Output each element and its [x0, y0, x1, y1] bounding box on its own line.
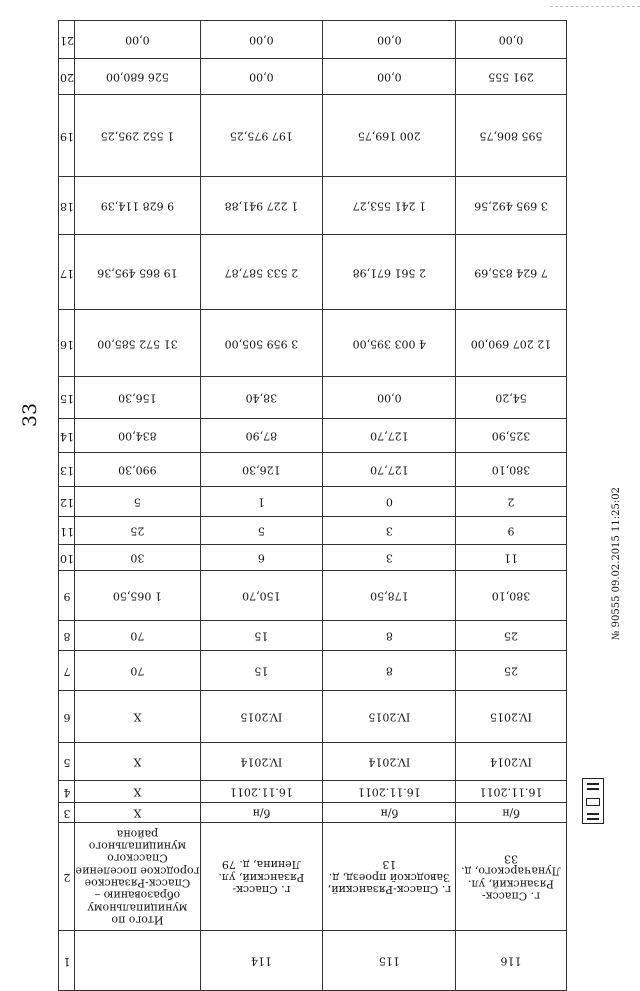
table-cell: [74, 235, 200, 310]
table-row: [59, 931, 567, 991]
table-cell: [456, 931, 567, 991]
cell-text: IV.2014: [240, 755, 283, 769]
cell-text: 15: [254, 629, 269, 643]
table-row: [59, 743, 567, 781]
table-cell: [456, 419, 567, 453]
table-cell: [456, 95, 567, 177]
table-cell: [74, 487, 200, 517]
cell-text: г. Спасск-Рязанский, ул. Ленина, д. 79: [218, 858, 305, 896]
table-cell: [322, 743, 456, 781]
cell-text: 1 227 941,88: [224, 199, 298, 213]
table-cell: [200, 487, 322, 517]
cell-text: 3 695 492,56: [474, 199, 548, 213]
cell-text: г. Спасск-Рязанский, ул. Луначарского, д. 33: [461, 852, 561, 903]
table-cell: [322, 691, 456, 743]
table-cell: [200, 743, 322, 781]
table-cell: [200, 651, 322, 691]
table-row: [59, 691, 567, 743]
cell-text: 0,00: [498, 33, 524, 47]
cell-text: 0,00: [376, 391, 402, 405]
cell-text: 3 959 505,00: [224, 337, 298, 351]
table-cell: [322, 517, 456, 545]
cell-text: 1 065,50: [112, 589, 162, 603]
column-index: 18: [59, 177, 75, 235]
table-cell: [200, 781, 322, 803]
cell-text: IV.2014: [490, 755, 532, 769]
table-cell: [456, 177, 567, 235]
table-cell: [456, 571, 567, 621]
table-row: [59, 803, 567, 823]
cell-text: 11: [504, 551, 519, 565]
cell-text: 8: [385, 629, 393, 643]
table-cell: [456, 453, 567, 487]
cell-text: IV.2015: [367, 710, 410, 724]
table-cell: [322, 823, 456, 931]
column-index: 8: [59, 621, 75, 651]
cell-text: 526 680,00: [105, 70, 169, 84]
column-index: 9: [59, 571, 75, 621]
column-index: 6: [59, 691, 75, 743]
cell-text: б/н: [379, 806, 398, 820]
doc-stamp: № 90555 09.02.2015 11:25:02: [611, 487, 622, 640]
cell-text: X: [133, 755, 142, 769]
cell-text: б/н: [502, 806, 520, 820]
cell-text: 9: [507, 524, 515, 538]
table-cell: [322, 931, 456, 991]
cell-text: 16.11.2011: [357, 785, 421, 799]
table-cell: [456, 21, 567, 59]
table-cell: [322, 59, 456, 95]
table-cell: [322, 487, 456, 517]
cell-text: 5: [133, 495, 141, 509]
table-row: [59, 621, 567, 651]
table-cell: [74, 453, 200, 487]
table-cell: [200, 95, 322, 177]
table-cell: [200, 545, 322, 571]
cell-text: 325,90: [491, 429, 531, 443]
table-cell: [456, 691, 567, 743]
cell-text: X: [133, 710, 142, 724]
cell-text: 0,00: [248, 70, 274, 84]
cell-text: 38,40: [245, 391, 277, 405]
table-cell: [200, 453, 322, 487]
scan-marks: [550, 6, 640, 9]
cell-text: 116: [500, 954, 522, 968]
cell-text: 25: [504, 629, 519, 643]
cell-text: 834,00: [118, 429, 157, 443]
table-cell: [456, 823, 567, 931]
table-cell: [74, 803, 200, 823]
column-index: 5: [59, 743, 75, 781]
cell-text: 70: [130, 629, 145, 643]
cell-text: 25: [130, 524, 145, 538]
table-cell: [322, 377, 456, 419]
page-number: 33: [19, 402, 42, 428]
cell-text: 156,30: [118, 391, 157, 405]
table-cell: [74, 21, 200, 59]
cell-text: X: [133, 785, 142, 799]
cell-text: 127,70: [369, 429, 409, 443]
table-cell: [322, 21, 456, 59]
table-cell: [200, 235, 322, 310]
table-cell: [74, 931, 200, 991]
table-cell: [200, 621, 322, 651]
table-cell: [74, 377, 200, 419]
cell-text: 178,50: [369, 589, 409, 603]
cell-text: 70: [130, 664, 145, 678]
table-cell: [322, 310, 456, 377]
table-row: [59, 419, 567, 453]
cell-text: 9 628 114,39: [100, 199, 175, 213]
table-cell: [456, 651, 567, 691]
table-cell: [456, 59, 567, 95]
table-row: [59, 571, 567, 621]
table-cell: [322, 781, 456, 803]
table-cell: [200, 803, 322, 823]
table-cell: [74, 571, 200, 621]
column-index: 12: [59, 487, 75, 517]
cell-text: IV.2015: [240, 710, 283, 724]
table-cell: [322, 235, 456, 310]
column-index: 2: [59, 823, 75, 931]
cell-text: 54,20: [495, 391, 527, 405]
cell-text: 2 561 671,98: [352, 266, 426, 280]
column-index: 7: [59, 651, 75, 691]
table-cell: [322, 545, 456, 571]
cell-text: 2: [507, 495, 515, 509]
cell-text: 0: [385, 495, 393, 509]
table-row: [59, 177, 567, 235]
table-cell: [200, 419, 322, 453]
table-cell: [456, 803, 567, 823]
table-cell: [456, 487, 567, 517]
table-cell: [74, 691, 200, 743]
table-cell: [456, 310, 567, 377]
cell-text: 380,10: [491, 589, 531, 603]
table-cell: [74, 177, 200, 235]
data-table: [58, 20, 567, 991]
table-row: [59, 487, 567, 517]
table-row: [59, 545, 567, 571]
cell-text: 114: [250, 954, 272, 968]
table-row: [59, 21, 567, 59]
cell-text: 0,00: [376, 33, 402, 47]
table-cell: [74, 419, 200, 453]
table-cell: [74, 651, 200, 691]
table-row: [59, 517, 567, 545]
cell-text: 16.11.2011: [479, 785, 543, 799]
table-row: [59, 377, 567, 419]
table-row: [59, 781, 567, 803]
cell-text: 8: [385, 664, 393, 678]
cell-text: 0,00: [248, 33, 274, 47]
cell-text: 291 555: [488, 70, 534, 84]
table-cell: [200, 931, 322, 991]
table-cell: [200, 823, 322, 931]
cell-text: 127,70: [369, 463, 409, 477]
cell-text: 7 624 835,69: [474, 266, 548, 280]
table-cell: [74, 621, 200, 651]
table-cell: [74, 545, 200, 571]
table-row: [59, 95, 567, 177]
table-cell: [322, 621, 456, 651]
cell-text: 115: [378, 954, 400, 968]
table-row: [59, 59, 567, 95]
column-index: 10: [59, 545, 75, 571]
cell-text: 30: [130, 551, 145, 565]
column-index: 11: [59, 517, 75, 545]
cell-text: 380,10: [491, 463, 531, 477]
table-cell: [456, 545, 567, 571]
table-cell: [74, 823, 200, 931]
column-index: 15: [59, 377, 75, 419]
cell-text: 6: [257, 551, 265, 565]
table-cell: [200, 377, 322, 419]
column-index: 1: [59, 931, 75, 991]
table-cell: [456, 621, 567, 651]
cell-text: 595 806,75: [479, 129, 543, 143]
cell-text: 15: [254, 664, 269, 678]
cell-text: б/н: [252, 806, 270, 820]
cell-text: 1 552 295,25: [100, 129, 175, 143]
table-cell: [200, 59, 322, 95]
table-cell: [74, 781, 200, 803]
table-cell: [74, 310, 200, 377]
column-index: 16: [59, 310, 75, 377]
cell-text: 0,00: [376, 70, 402, 84]
table-cell: [74, 95, 200, 177]
cell-text: 5: [257, 524, 265, 538]
table-cell: [322, 95, 456, 177]
column-index: 17: [59, 235, 75, 310]
table-cell: [322, 453, 456, 487]
table-cell: [456, 235, 567, 310]
table-cell: [74, 517, 200, 545]
table-row: [59, 823, 567, 931]
cell-text: IV.2014: [367, 755, 410, 769]
cell-text: 87,90: [245, 429, 277, 443]
table-cell: [456, 781, 567, 803]
column-index: 14: [59, 419, 75, 453]
table-row: [59, 310, 567, 377]
table-cell: [200, 691, 322, 743]
column-index: 21: [59, 21, 75, 59]
table-row: [59, 235, 567, 310]
table-cell: [322, 651, 456, 691]
cell-text: 12 207 690,00: [470, 337, 552, 351]
cell-text: 1 241 553,27: [352, 199, 426, 213]
cell-text: 990,30: [118, 463, 157, 477]
data-table-rotated: [58, 20, 567, 968]
table-cell: [200, 310, 322, 377]
cell-text: 2 533 587,87: [224, 266, 298, 280]
column-index: 13: [59, 453, 75, 487]
cell-text: 16.11.2011: [229, 785, 293, 799]
table-cell: [200, 177, 322, 235]
cell-text: 0,00: [125, 33, 150, 47]
cell-text: 150,70: [241, 589, 281, 603]
table-cell: [200, 517, 322, 545]
table-cell: [456, 517, 567, 545]
cell-text: 1: [257, 495, 265, 509]
cell-text: 25: [504, 664, 519, 678]
table-cell: [322, 177, 456, 235]
cell-text: 3: [385, 524, 393, 538]
cell-text: 3: [385, 551, 393, 565]
table-row: [59, 453, 567, 487]
table-cell: [322, 571, 456, 621]
table-cell: [74, 743, 200, 781]
table-cell: [322, 803, 456, 823]
cell-text: 31 572 585,00: [97, 337, 178, 351]
table-cell: [74, 59, 200, 95]
cell-text: Итого по муниципальному образованию – Спасск-Рязанское городское поселение Спасского муниципального района: [75, 827, 200, 927]
column-index: 19: [59, 95, 75, 177]
table-cell: [456, 377, 567, 419]
table-cell: [322, 419, 456, 453]
logo: [582, 778, 604, 824]
cell-text: 4 003 395,00: [352, 337, 426, 351]
table-cell: [456, 743, 567, 781]
cell-text: г. Спасск-Рязанский, Заводской проезд, д. 13: [327, 858, 451, 896]
cell-text: X: [133, 806, 142, 820]
column-index: 4: [59, 781, 75, 803]
table-cell: [200, 571, 322, 621]
cell-text: IV.2015: [490, 710, 532, 724]
cell-text: 197 975,25: [229, 129, 293, 143]
table-cell: [200, 21, 322, 59]
column-index: 20: [59, 59, 75, 95]
cell-text: 19 865 495,36: [97, 266, 178, 280]
cell-text: 200 169,75: [357, 129, 421, 143]
table-row: [59, 651, 567, 691]
column-index: 3: [59, 803, 75, 823]
cell-text: 126,30: [241, 463, 281, 477]
